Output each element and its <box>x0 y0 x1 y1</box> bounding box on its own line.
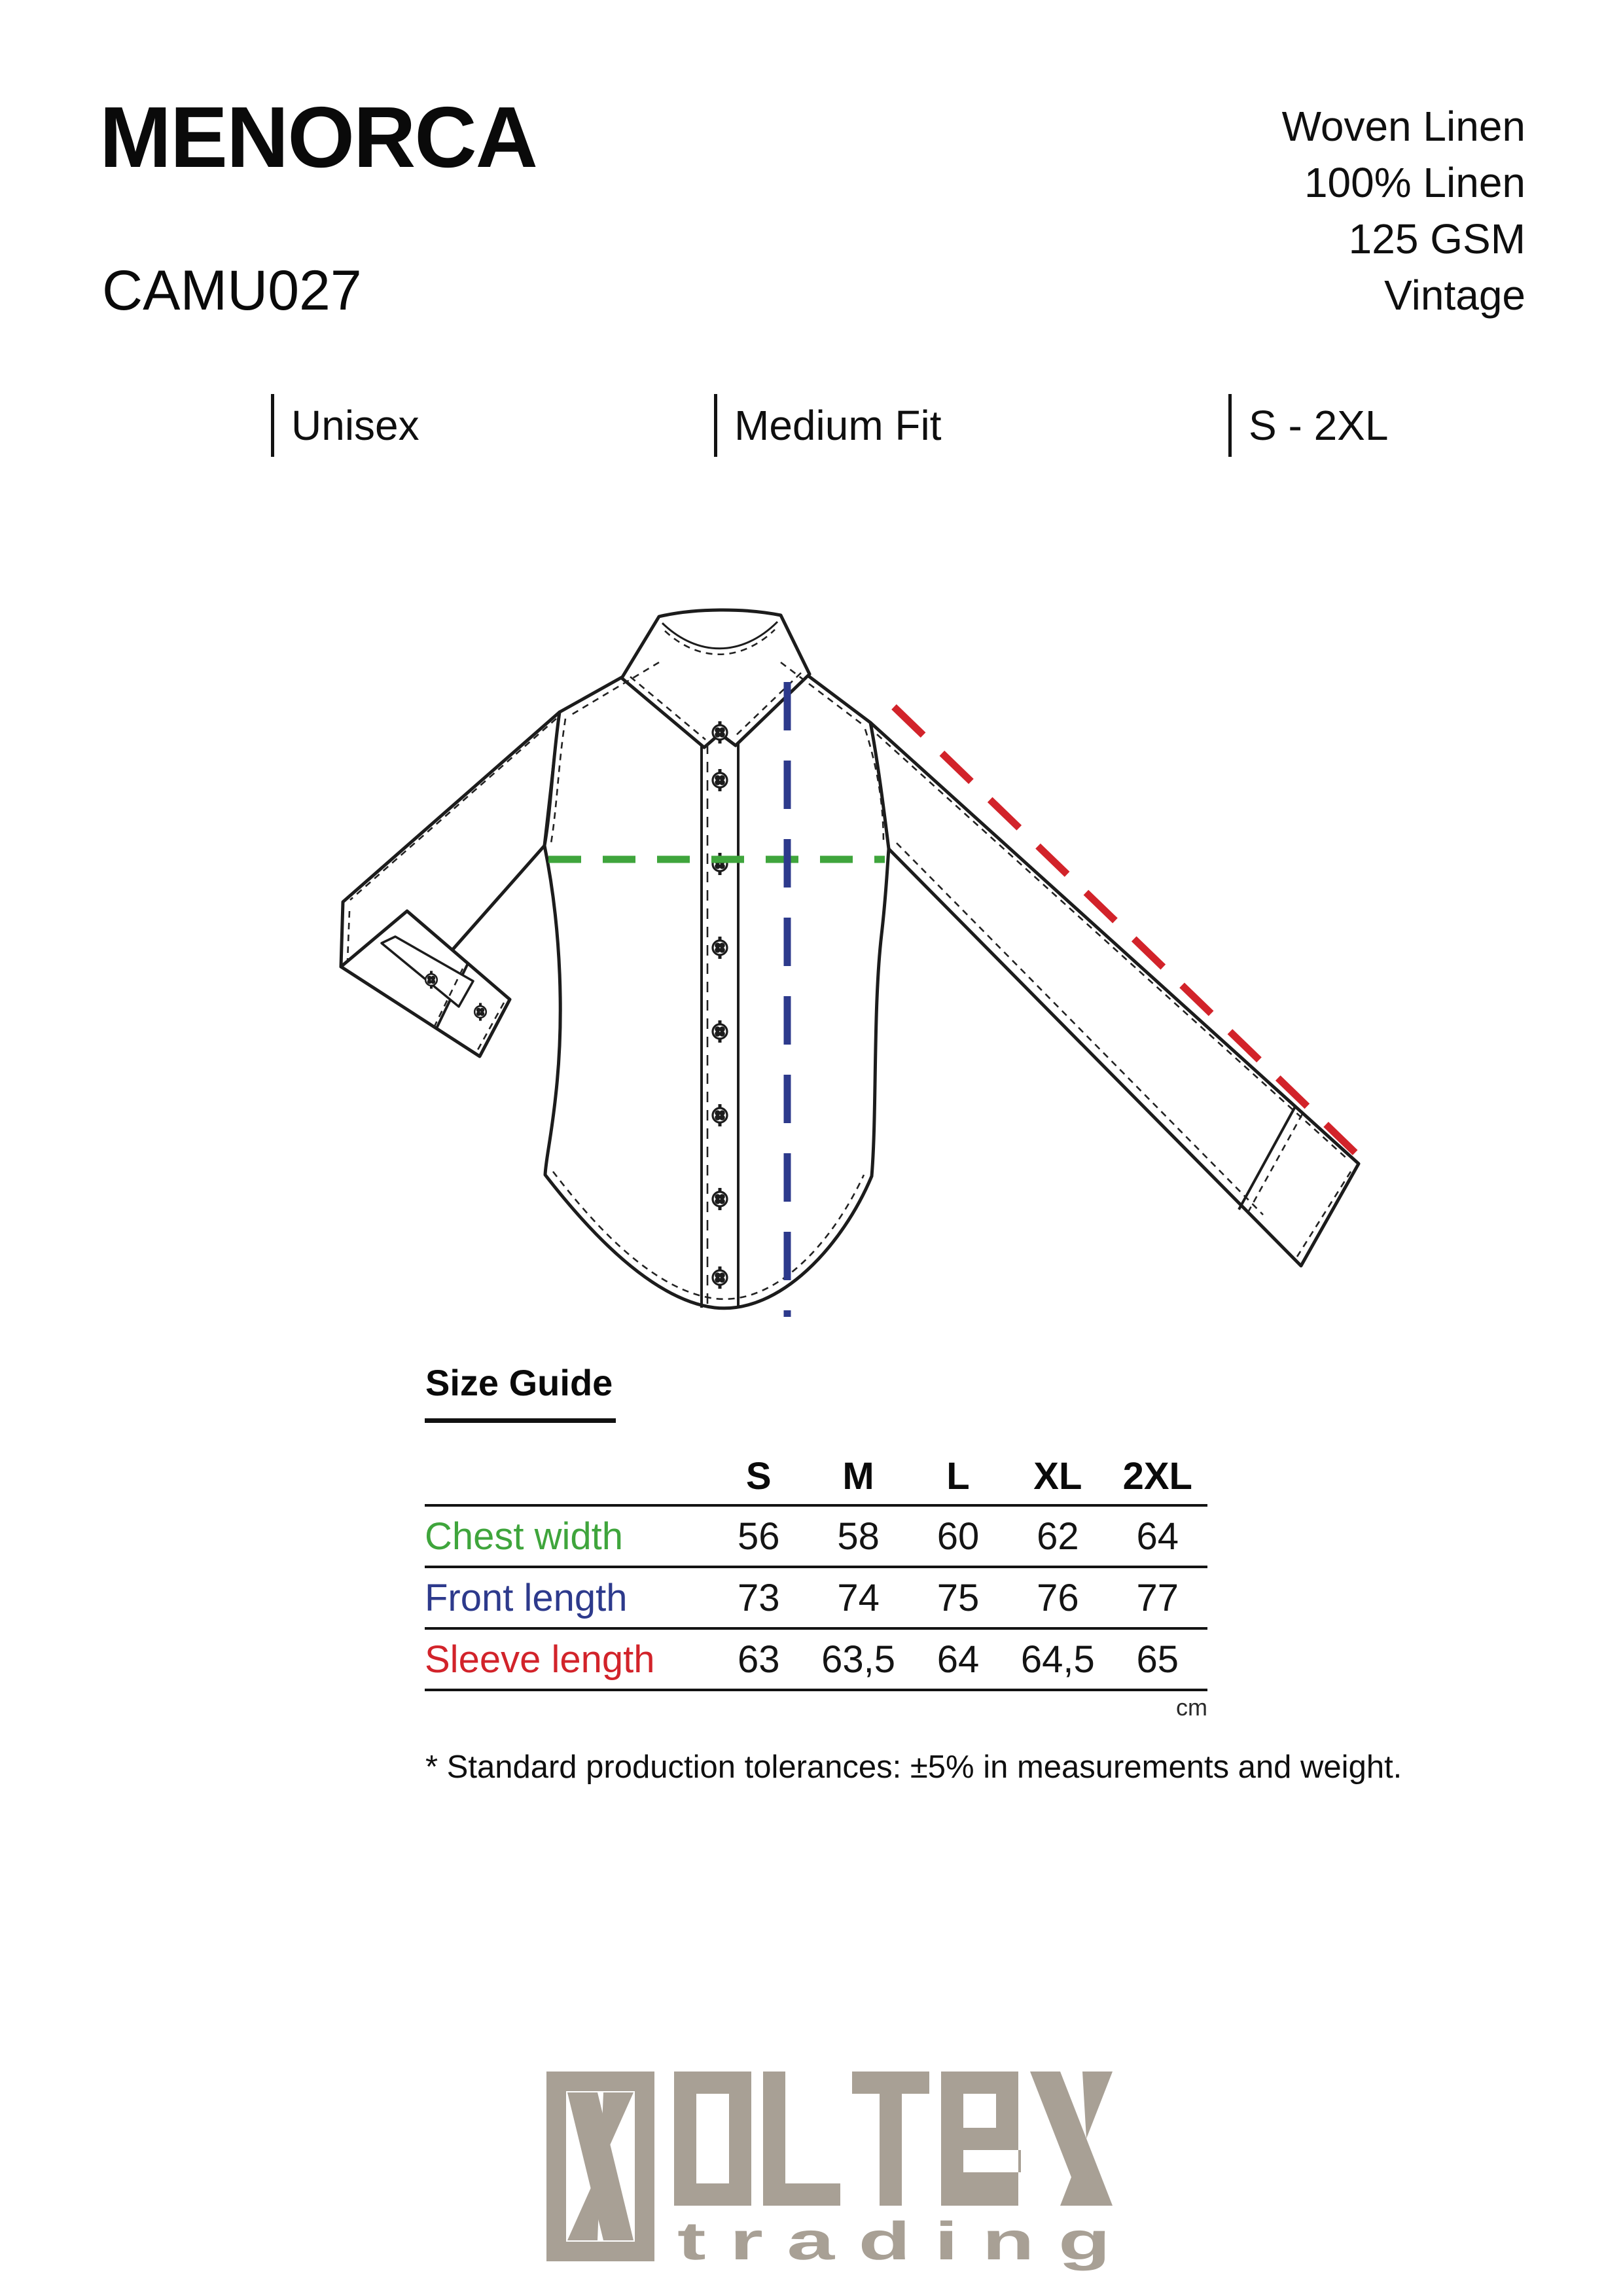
table-row-chest-width <box>425 1507 1207 1566</box>
left-cuff <box>437 963 468 1028</box>
left-sleeve-forearm <box>341 911 510 1056</box>
collar <box>622 610 810 747</box>
shirt-body <box>544 655 889 1308</box>
measurement-value: 73 <box>737 1576 780 1619</box>
left-sleeve-upper <box>341 712 560 997</box>
stitching <box>348 630 1351 1305</box>
size-column-header: L <box>946 1454 970 1498</box>
fabric-specs <box>1282 98 1525 323</box>
size-column-header: S <box>745 1454 772 1498</box>
measurement-value: 75 <box>936 1576 980 1619</box>
attribute-label: Medium Fit <box>734 402 942 449</box>
measurement-label: Front length <box>425 1576 628 1619</box>
table-row-front-length <box>425 1568 1207 1627</box>
size-table-header-row <box>425 1448 1207 1504</box>
measurement-value: 77 <box>1136 1576 1179 1619</box>
size-guide-title: Size Guide <box>425 1362 613 1403</box>
measurement-value: 56 <box>737 1515 780 1558</box>
unit-label: cm <box>1176 1694 1207 1721</box>
logo-x-box-icon <box>567 2092 633 2240</box>
table-rule <box>425 1689 1207 1691</box>
measurement-value: 64,5 <box>1020 1638 1095 1681</box>
size-column-header: M <box>842 1454 874 1498</box>
measurement-value: 76 <box>1037 1576 1079 1619</box>
measurement-value: 62 <box>1037 1515 1079 1558</box>
measurement-value: 74 <box>837 1576 880 1619</box>
attribute-size-range <box>1228 394 1388 457</box>
fabric-spec-line: Woven Linen <box>1281 103 1525 150</box>
logo-x-box-icon <box>546 2072 654 2261</box>
attribute-label: Unisex <box>291 402 419 449</box>
measurement-value: 65 <box>1136 1638 1179 1681</box>
measurement-value: 63 <box>737 1638 780 1681</box>
size-guide-underline <box>425 1418 616 1423</box>
measurement-label: Sleeve length <box>425 1638 655 1681</box>
right-cuff <box>1239 1107 1295 1210</box>
shirt-sketch <box>341 610 1359 1308</box>
logo-wordmark <box>674 2072 1113 2206</box>
attribute-gender <box>271 394 419 457</box>
product-code: CAMU027 <box>102 259 362 322</box>
fabric-spec-line: 125 GSM <box>1348 215 1525 262</box>
measurement-value: 60 <box>936 1515 980 1558</box>
logo-x-box-icon <box>567 2092 633 2240</box>
measurement-value: 58 <box>837 1515 880 1558</box>
attribute-fit <box>714 394 942 457</box>
size-column-header: 2XL <box>1122 1454 1192 1498</box>
measurement-value: 64 <box>936 1638 980 1681</box>
product-name: MENORCA <box>99 89 537 185</box>
measurement-value: 64 <box>1136 1515 1179 1558</box>
left-sleeve-placket <box>382 937 473 1007</box>
table-row-sleeve-length <box>425 1630 1207 1689</box>
placket <box>702 738 738 1308</box>
collar-neck-seam <box>662 622 777 649</box>
right-sleeve <box>870 723 1359 1266</box>
tolerance-footnote: * Standard production tolerances: ±5% in measurements and weight. <box>425 1749 1402 1785</box>
buttons <box>425 721 727 1289</box>
fabric-spec-line: Vintage <box>1384 272 1525 319</box>
measurement-label: Chest width <box>425 1515 624 1558</box>
sleeve-length-line <box>894 707 1363 1160</box>
brand-logo <box>546 2072 1113 2271</box>
fabric-spec-line: 100% Linen <box>1304 159 1525 206</box>
size-column-header: XL <box>1033 1454 1082 1498</box>
logo-subtext: t r a d i n g <box>677 2212 1111 2271</box>
measurement-value: 63,5 <box>821 1638 896 1681</box>
size-guide-table <box>425 1448 1207 1691</box>
attribute-label: S - 2XL <box>1249 402 1389 449</box>
